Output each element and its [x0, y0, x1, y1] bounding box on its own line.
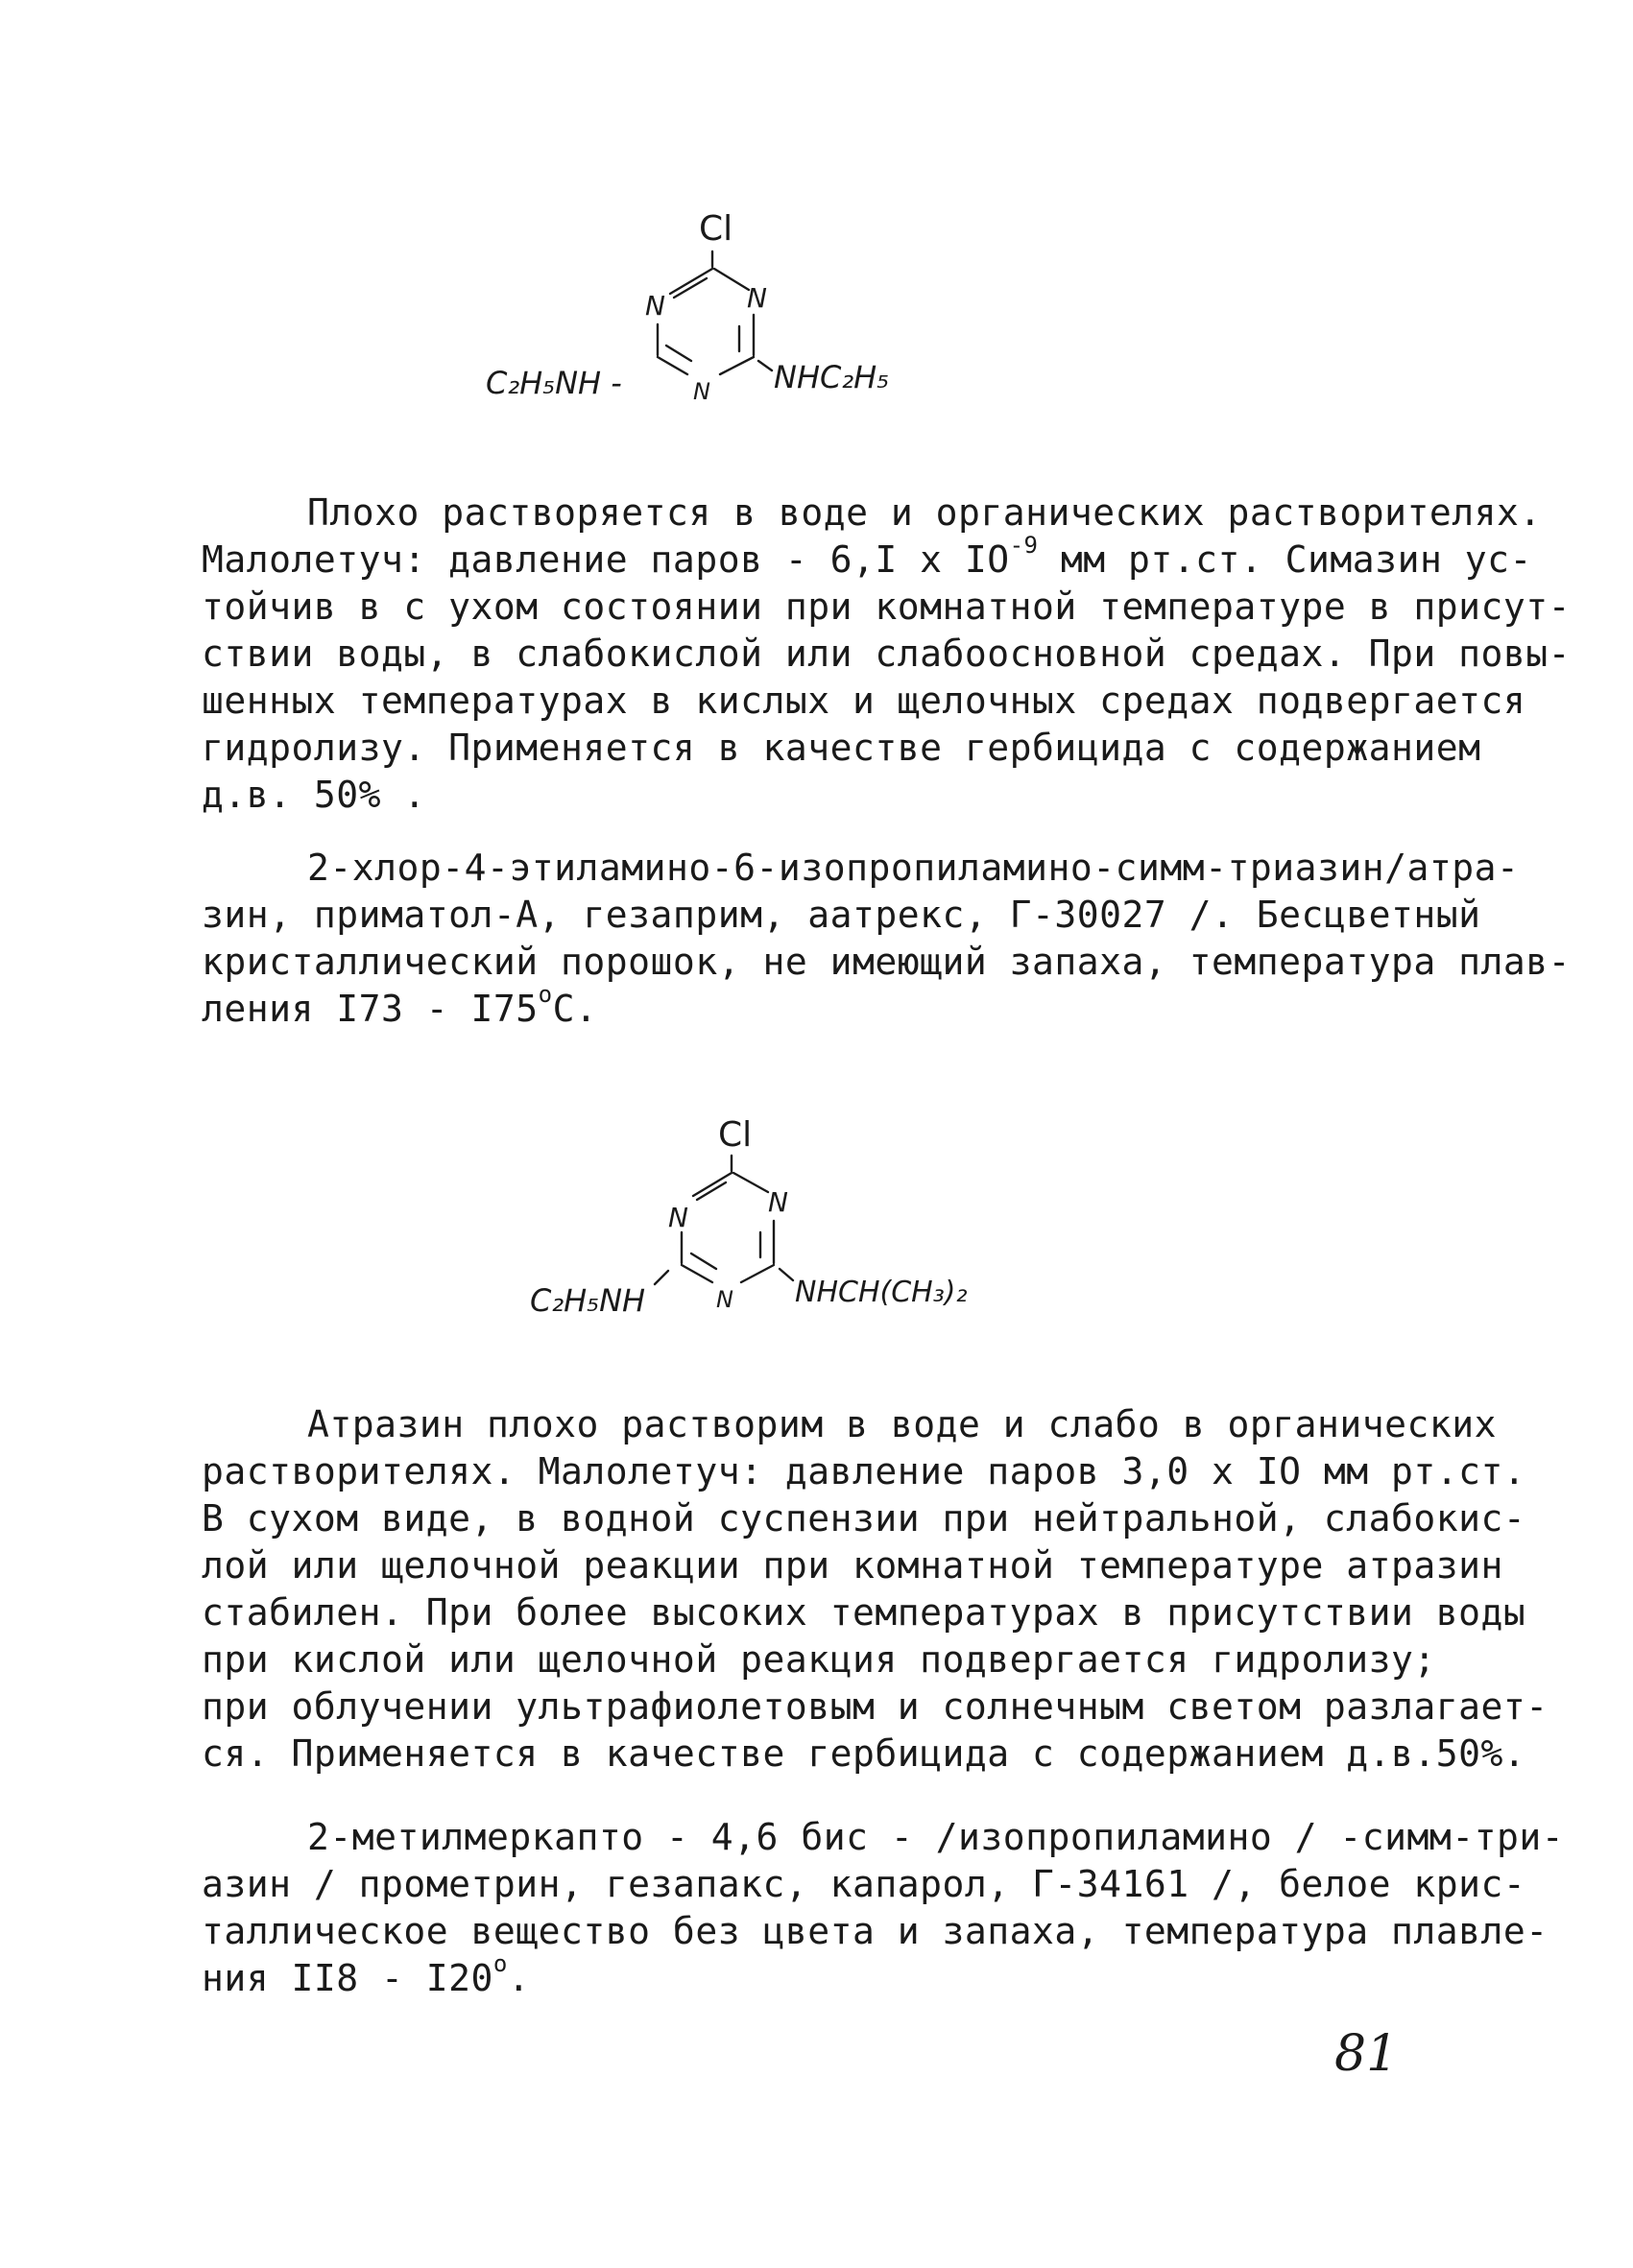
ring-double-bond — [666, 346, 691, 361]
ethylamino-left-group: C₂H₅NH — [530, 1282, 646, 1319]
ring-nitrogen-right: N — [747, 282, 767, 314]
ring-bond — [720, 357, 754, 374]
isopropylamino-right-group: NHCH(CH₃)₂ — [795, 1276, 968, 1309]
text-line: лой или щелочной реакции при комнатной температуре атразин — [202, 1544, 1503, 1587]
ring-nitrogen-bottom: N — [716, 1286, 733, 1313]
chlorine-label: Cl — [718, 1115, 753, 1155]
text-line: стабилен. При более высоких температурах в присутствии воды — [202, 1591, 1526, 1634]
text-fragment: ния II8 - I20 — [202, 1957, 493, 1999]
text-line: зин, приматол-А, гезаприм, аатрекс, Г-30027 /. Бесцветный — [202, 894, 1481, 936]
ring-nitrogen-left: N — [668, 1202, 688, 1233]
text-line: при кислой или щелочной реакция подвергается гидролизу; — [202, 1638, 1436, 1681]
superscript: -9 — [1009, 532, 1039, 560]
bond-right-group — [780, 1269, 793, 1280]
page-number: 81 — [1334, 2025, 1399, 2083]
chlorine-label: Cl — [699, 209, 733, 249]
text-line: кристаллический порошок, не имеющий запаха, температура плав- — [202, 941, 1572, 983]
ring-bond — [658, 357, 687, 374]
bond-right-group — [758, 361, 772, 370]
superscript: о — [492, 1950, 508, 1978]
atrazine-structure — [528, 1113, 1066, 1325]
paragraph-simazine-properties — [202, 489, 1572, 819]
text-line: 2-метилмеркапто - 4,6 бис - /изопропиламино / -симм-три- — [307, 1816, 1565, 1858]
ethylamino-right-group: NHC₂H₅ — [774, 359, 890, 395]
text-fragment: Малолетуч: давление паров - 6,I x IO — [202, 538, 1010, 581]
text-line: таллическое вещество без цвета и запаха, температура плавле- — [202, 1910, 1549, 1952]
text-line: Плохо растворяется в воде и органических растворителях. — [307, 491, 1542, 534]
ring-bond — [670, 269, 712, 294]
paragraph-atrazine-properties — [202, 1401, 1549, 1778]
ring-double-bond — [691, 1253, 716, 1269]
text-fragment: . — [507, 1957, 531, 1999]
text-line: тойчив в с ухом состоянии при комнатной температуре в присут- — [202, 585, 1572, 628]
text-line: д.в. 50% . — [202, 774, 426, 816]
text-fragment: С. — [552, 988, 598, 1030]
text-line: ствии воды, в слабокислой или слабоосновной средах. При повы- — [202, 633, 1572, 675]
paragraph-prometryn-description — [202, 1814, 1565, 2002]
text-line: В сухом виде, в водной суспензии при нейтральной, слабокис- — [202, 1497, 1526, 1540]
text-fragment: ления I73 - I75 — [202, 988, 539, 1030]
superscript: о — [538, 981, 553, 1009]
simazine-structure — [461, 202, 960, 413]
text-line: гидролизу. Применяется в качестве гербицида с содержанием — [202, 727, 1481, 769]
ring-bond — [733, 1173, 768, 1192]
text-line: азин / прометрин, гезапакс, капарол, Г-34161 /, белое крис- — [202, 1863, 1526, 1905]
text-line — [202, 981, 1440, 1033]
ring-nitrogen-right: N — [768, 1186, 788, 1218]
ethylamino-left-group: C₂H₅NH - — [486, 365, 622, 401]
text-line — [202, 532, 1532, 584]
ring-bond — [693, 1173, 732, 1196]
paragraph-atrazine-description — [202, 845, 1572, 1033]
ring-bond — [682, 1265, 712, 1282]
ring-nitrogen-left: N — [645, 290, 665, 322]
text-line: растворителях. Малолетуч: давление паров 3,0 x IO мм рт.ст. — [202, 1450, 1526, 1492]
bond-left-group — [655, 1271, 668, 1284]
text-fragment: мм рт.ст. Симазин ус- — [1038, 538, 1532, 581]
ring-bond — [714, 269, 749, 290]
text-line: шенных температурах в кислых и щелочных средах подвергается — [202, 680, 1526, 722]
text-line: ся. Применяется в качестве гербицида с содержанием д.в.50%. — [202, 1732, 1526, 1775]
text-line — [202, 1950, 1440, 2002]
text-line: при облучении ультрафиолетовым и солнечным светом разлагает- — [202, 1685, 1549, 1728]
text-line: 2-хлор-4-этиламино-6-изопропиламино-симм-триазин/атра- — [307, 847, 1520, 889]
ring-nitrogen-bottom: N — [693, 378, 710, 405]
text-line: Атразин плохо растворим в воде и слабо в органических — [307, 1403, 1498, 1445]
ring-bond — [741, 1265, 774, 1282]
